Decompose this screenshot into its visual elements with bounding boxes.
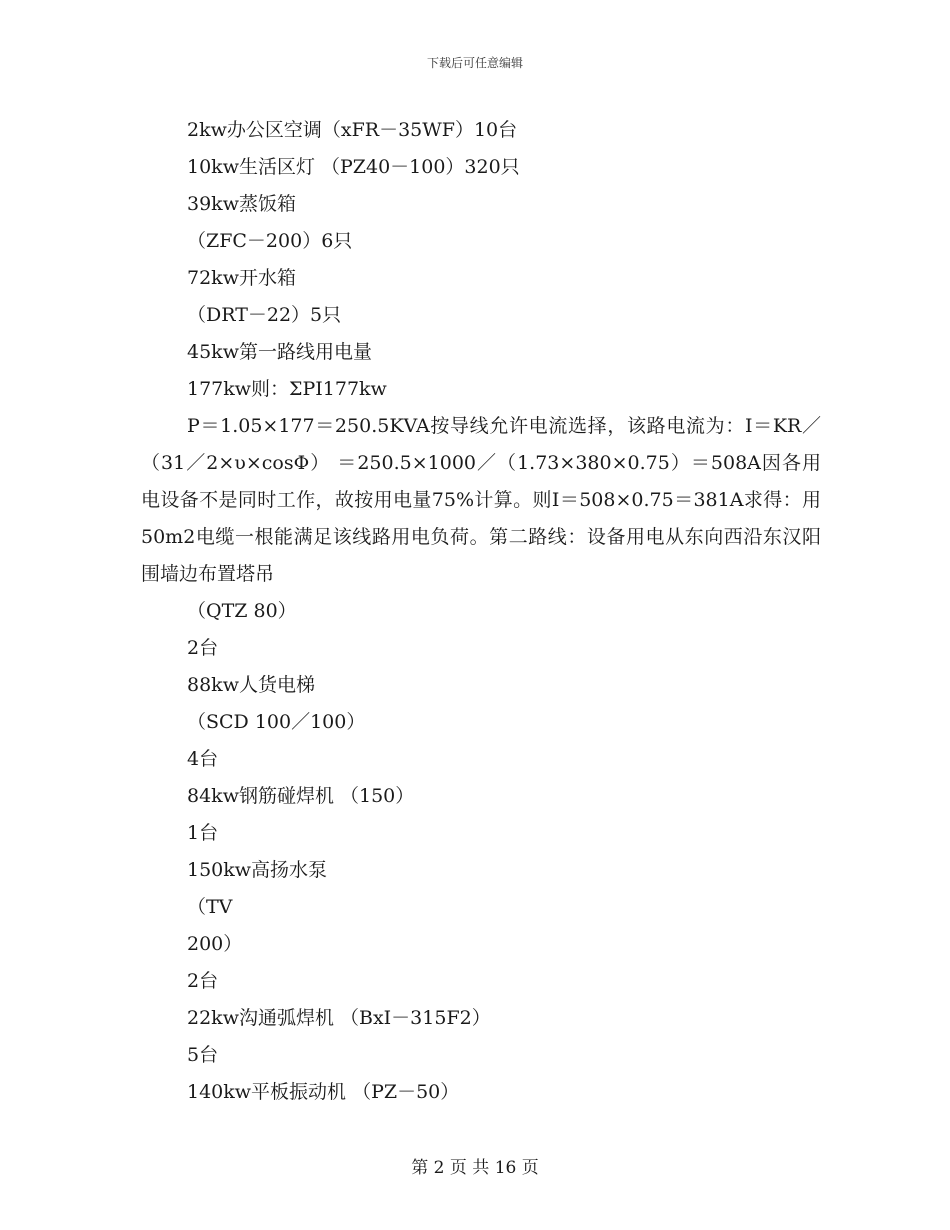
calculation-paragraph: P＝1.05×177＝250.5KVA按导线允许电流选择，该路电流为：I＝KR／（31／2×υ×cosΦ） ＝250.5×1000／（1.73×380×0.75）＝508A因各用电设备不是同时工作，故按用电量75%计算。则I＝508×0.75＝381A求得：用50m2电缆一根能满足该线路用电负荷。第二路线：设备用电从东向西沿东汉阳围墙边布置塔吊 bbox=[141, 415, 821, 585]
text-line: 150kw高扬水泵 bbox=[187, 859, 328, 881]
text-line: 39kw蒸饭箱 bbox=[187, 193, 296, 215]
text-line: 72kw开水箱 bbox=[187, 267, 296, 289]
text-line: （SCD 100／100） bbox=[187, 711, 366, 733]
text-line: 4台 bbox=[187, 748, 219, 770]
text-line: 5台 bbox=[187, 1044, 219, 1066]
text-line: 2kw办公区空调（xFR－35WF）10台 bbox=[187, 119, 518, 141]
text-line: 177kw则：ΣPI177kw bbox=[187, 378, 387, 400]
page-header: 下载后可任意编辑 bbox=[426, 56, 523, 70]
text-line: 45kw第一路线用电量 bbox=[187, 341, 372, 363]
text-line: 10kw生活区灯 （PZ40－100）320只 bbox=[187, 156, 520, 178]
document-body bbox=[141, 112, 821, 1111]
text-line: （DRT－22）5只 bbox=[187, 304, 342, 326]
text-line: 200） bbox=[187, 933, 243, 955]
text-line: 88kw人货电梯 bbox=[187, 674, 315, 696]
text-line: 2台 bbox=[187, 970, 219, 992]
text-line: 1台 bbox=[187, 822, 219, 844]
text-line: （QTZ 80） bbox=[187, 600, 297, 622]
text-line: 2台 bbox=[187, 637, 219, 659]
text-line: 22kw沟通弧焊机 （BxI－315F2） bbox=[187, 1007, 491, 1029]
text-line: （TV bbox=[187, 896, 233, 918]
text-line: （ZFC－200）6只 bbox=[187, 230, 353, 252]
text-line: 84kw钢筋碰焊机 （150） bbox=[187, 785, 415, 807]
text-line: 140kw平板振动机 （PZ－50） bbox=[187, 1081, 460, 1103]
page-number-footer: 第 2 页 共 16 页 bbox=[411, 1158, 539, 1178]
